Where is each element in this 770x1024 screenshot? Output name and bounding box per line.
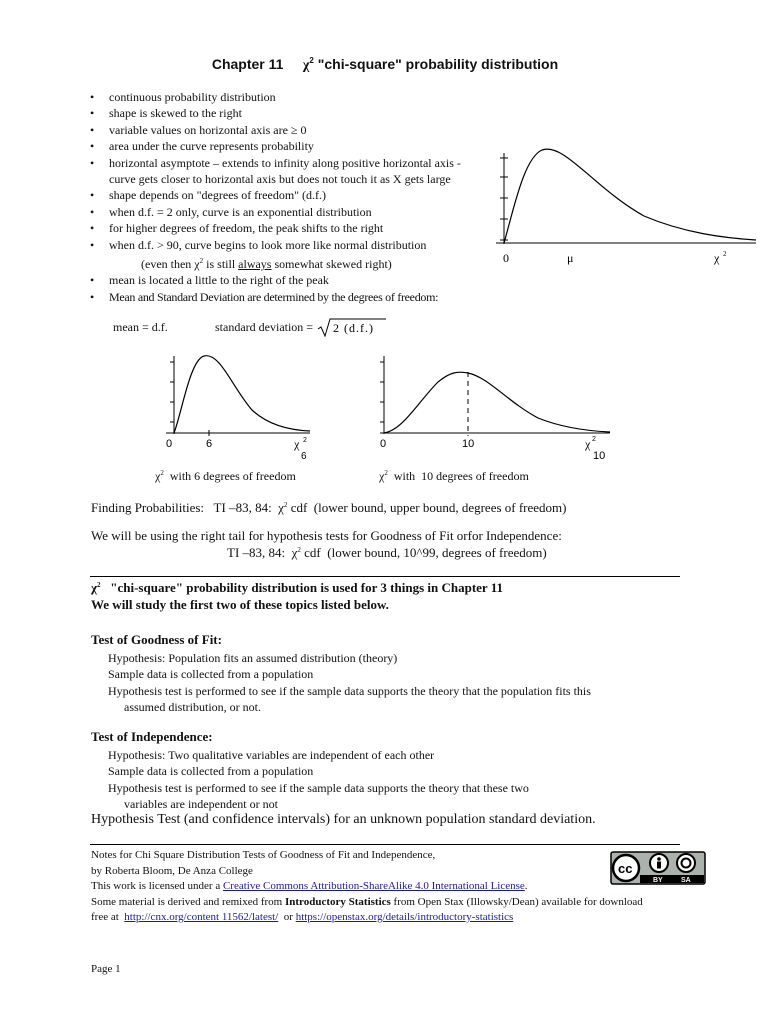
properties-list bbox=[90, 89, 482, 305]
df10-caption: $\chi^2$ with 10 degrees of freedom bbox=[379, 469, 529, 483]
list-item: • when d.f. = 2 only, curve is an exponential distribution bbox=[90, 204, 482, 220]
svg-text:χ: χ bbox=[294, 437, 300, 451]
chi-square-shape-chart bbox=[494, 148, 764, 273]
section-subheading: We will study the first two of these topics listed below. bbox=[91, 597, 389, 612]
divider bbox=[90, 576, 680, 577]
page-number: Page 1 bbox=[91, 963, 121, 975]
right-tail-note: We will be using the right tail for hypothesis tests for Goodness of Fit orfor Independence: bbox=[91, 528, 562, 543]
list-item: • area under the curve represents probability bbox=[90, 138, 482, 154]
sd-radicand: 2 (d.f.) bbox=[333, 321, 375, 335]
list-item: • mean is located a little to the right of the peak bbox=[90, 272, 482, 288]
list-item: • variable values on horizontal axis are ≥ 0 bbox=[90, 122, 482, 138]
openstax-link[interactable]: https://openstax.org/details/introductory-statistics bbox=[295, 911, 514, 923]
svg-text:SA: SA bbox=[681, 877, 691, 884]
svg-text:2: 2 bbox=[592, 436, 596, 443]
df10-chart bbox=[378, 352, 618, 467]
chi-axis-label: χ bbox=[714, 251, 720, 265]
sqrt-icon bbox=[316, 317, 386, 337]
df6-chart bbox=[162, 352, 322, 462]
density-curve-df6 bbox=[174, 356, 310, 433]
list-item: • horizontal asymptote – extends to infinity along positive horizontal axis - curve gets closer to horizontal axis but does not touch it as X gets large bbox=[90, 155, 482, 188]
footer-divider bbox=[90, 844, 680, 845]
skew-note: (even then $\chi^2$ is still always somewhat skewed right) bbox=[141, 257, 392, 272]
svg-text:6: 6 bbox=[301, 451, 307, 462]
list-item: • shape is skewed to the right bbox=[90, 105, 482, 121]
svg-text:2: 2 bbox=[723, 250, 727, 258]
list-item: • Mean and Standard Deviation are determined by the degrees of freedom: bbox=[90, 289, 482, 305]
footer-notes: Notes for Chi Square Distribution Tests of Goodness of Fit and Independence, by Roberta Bloom, De Anza College This work is licensed under a Creative Commons Attribution-ShareAlike 4.0 International License. Some material is derived and remixed from Introductory Statistics from Open Stax (Illowsky/Dean) available for download free at http://cnx.org/content 11562/latest/ or https://openstax.org/details/introductory-statistics bbox=[91, 849, 643, 923]
chi-symbol: χ bbox=[302, 58, 310, 73]
independence-section: Test of Independence: Hypothesis: Two qualitative variables are independent of each other Sample data is collected from a population Hypothesis test is performed to see if the sample data supports the theory that these two variables are independent or not bbox=[91, 729, 691, 812]
df6-caption: $\chi^2$ with 6 degrees of freedom bbox=[155, 469, 296, 483]
goodness-heading: Test of Goodness of Fit: bbox=[91, 632, 222, 647]
cc-by-sa-badge-icon bbox=[610, 851, 706, 885]
list-item: • for higher degrees of freedom, the peak shifts to the right bbox=[90, 220, 482, 236]
section-heading: $\chi^2$ "chi-square" probability distribution is used for 3 things in Chapter 11 bbox=[91, 580, 503, 595]
goodness-of-fit-section: Test of Goodness of Fit: Hypothesis: Population fits an assumed distribution (theory) Sample data is collected from a population Hypothesis test is performed to see if the sample data supports the theory that the population fits this assumed distribution, or not. bbox=[91, 632, 691, 715]
cnx-link[interactable]: http://cnx.org/content 11562/latest/ bbox=[124, 911, 279, 923]
svg-text:χ: χ bbox=[585, 437, 591, 451]
df10-zero-label: 0 bbox=[380, 438, 387, 450]
density-curve bbox=[504, 149, 756, 243]
right-tail-formula: TI –83, 84: $\chi^2$ cdf (lower bound, 10^99, degrees of freedom) bbox=[227, 545, 547, 560]
svg-text:BY: BY bbox=[653, 877, 663, 884]
df6-zero-label: 0 bbox=[166, 438, 173, 450]
svg-text:10: 10 bbox=[593, 450, 606, 462]
third-topic: Hypothesis Test (and confidence intervals) for an unknown population standard deviation. bbox=[91, 812, 596, 827]
x-zero-label: 0 bbox=[503, 251, 509, 265]
mean-formula: mean = d.f. bbox=[113, 320, 168, 334]
df6-tick-label: 6 bbox=[206, 438, 213, 450]
sd-formula: standard deviation = 2 (d.f.) bbox=[215, 320, 386, 337]
svg-text:2: 2 bbox=[303, 437, 307, 444]
list-item: • shape depends on "degrees of freedom" (d.f.) bbox=[90, 187, 482, 203]
density-curve-df10 bbox=[384, 372, 610, 433]
df10-tick-label: 10 bbox=[462, 438, 475, 450]
cc-license-link[interactable]: Creative Commons Attribution-ShareAlike 4.0 International License bbox=[222, 880, 525, 892]
finding-probabilities: Finding Probabilities: TI –83, 84: $\chi^2$ cdf (lower bound, upper bound, degrees of freedom) bbox=[91, 500, 567, 515]
mu-label: μ bbox=[567, 251, 574, 265]
list-item: • continuous probability distribution bbox=[90, 89, 482, 105]
page-title: Chapter 11 $\chi^2$ "chi-square" probability distribution bbox=[211, 56, 559, 73]
independence-heading: Test of Independence: bbox=[91, 729, 213, 744]
list-item: • when d.f. > 90, curve begins to look more like normal distribution (even then $\chi^2$ is still always somewhat skewed right) bbox=[90, 237, 482, 273]
svg-text:cc: cc bbox=[618, 861, 633, 876]
